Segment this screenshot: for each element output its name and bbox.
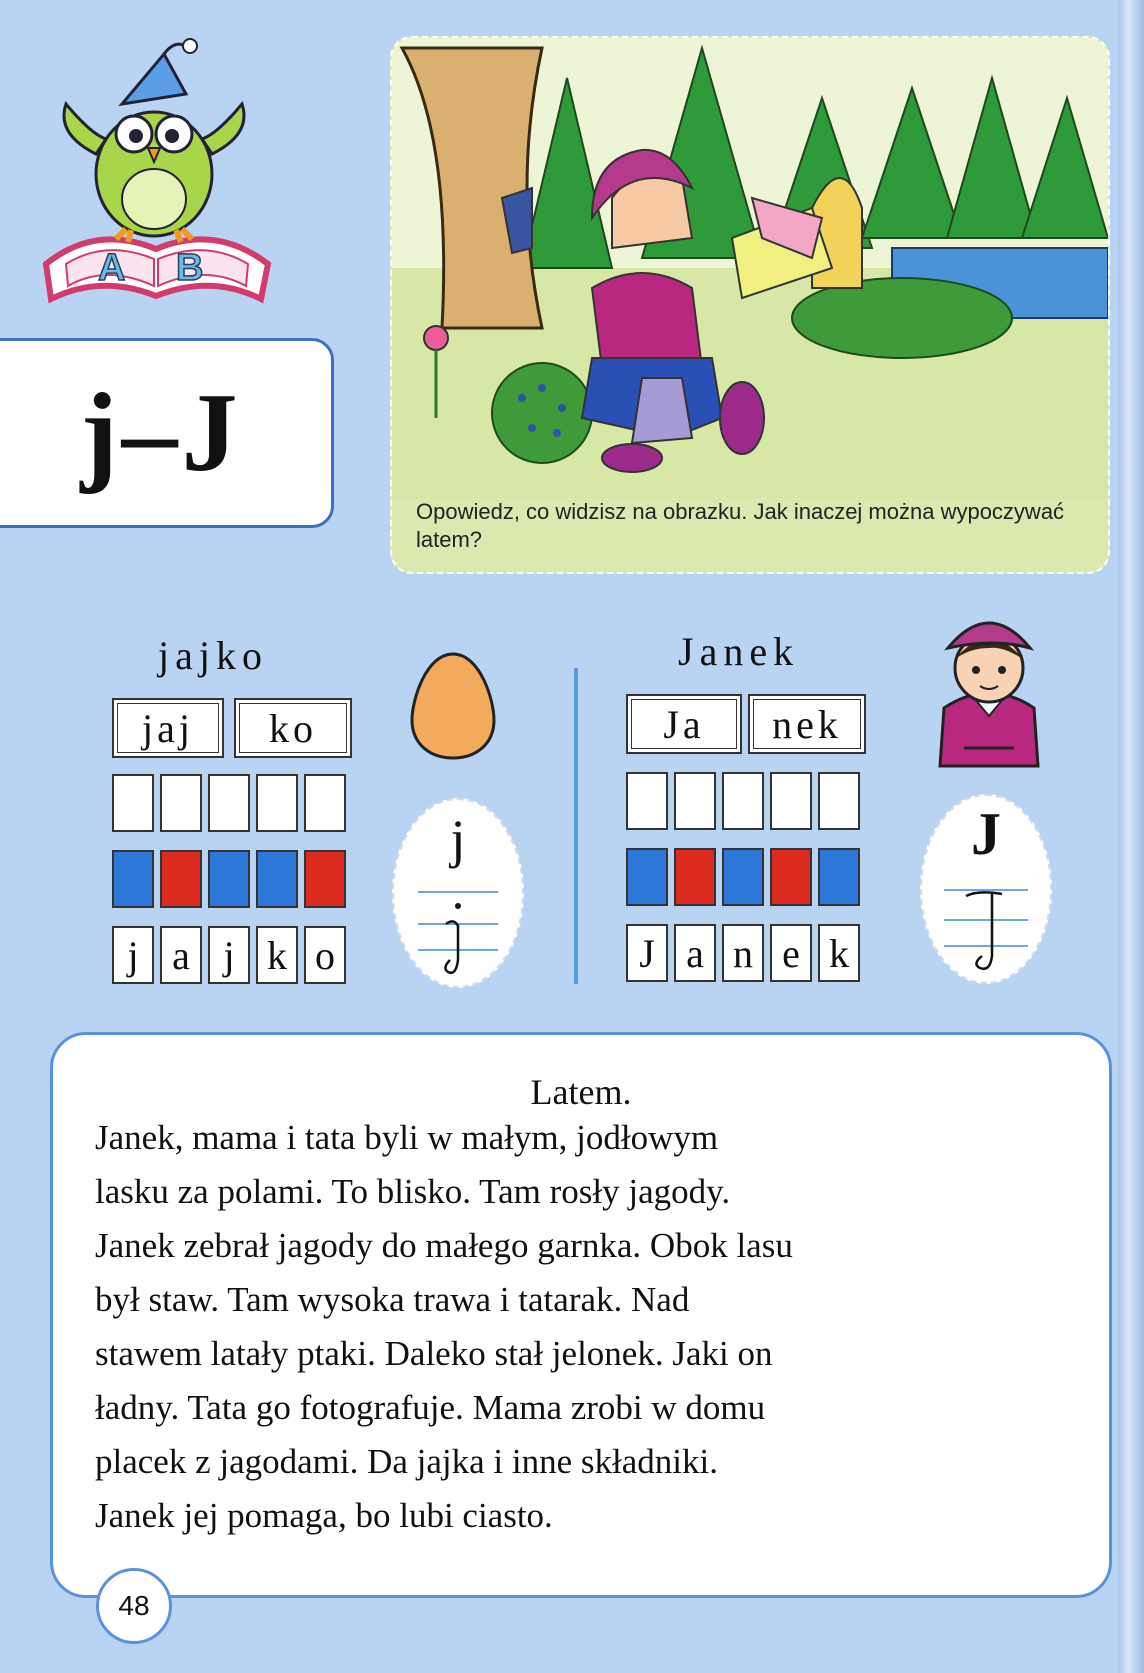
letter-heading: j–J [80, 370, 242, 495]
letter-tile: a [160, 926, 202, 984]
consonant-square [626, 848, 668, 906]
vowel-square [674, 848, 716, 906]
letter-slot [208, 774, 250, 832]
letter-tile: J [626, 924, 668, 982]
letter-tile: j [208, 926, 250, 984]
letter-slot [722, 772, 764, 830]
story-line: Janek zebrał jagody do małego garnka. Obok lasu [95, 1226, 793, 1265]
egg-icon [408, 650, 498, 762]
syllable-box: Ja [626, 694, 742, 754]
consonant-square [818, 848, 860, 906]
forest-illustration [390, 36, 1110, 574]
story-line: Janek, mama i tata byli w małym, jodłowym [95, 1118, 719, 1157]
story-line: Janek jej pomaga, bo lubi ciasto. [95, 1496, 553, 1535]
column-divider [574, 668, 578, 984]
story-line: lasku za polami. To blisko. Tam rosły jagody. [95, 1172, 731, 1211]
vowel-square [304, 850, 346, 908]
story-title: Latem. [530, 1072, 632, 1112]
letter-slot [256, 774, 298, 832]
print-letter: j [450, 809, 466, 869]
story-line: był staw. Tam wysoka trawa i tatarak. Nad [95, 1280, 690, 1319]
story-panel [50, 1032, 1112, 1598]
letter-slot [160, 774, 202, 832]
letter-oval-upper [920, 794, 1052, 984]
syllable-box: ko [234, 698, 352, 758]
letter-slot [770, 772, 812, 830]
consonant-square [256, 850, 298, 908]
letter-tile: k [818, 924, 860, 982]
letter-tile: j [112, 926, 154, 984]
letter-oval-lower [392, 798, 524, 988]
letter-tile: k [256, 926, 298, 984]
vowel-square [770, 848, 812, 906]
writing-lines-icon [922, 796, 1050, 982]
letter-slot [626, 772, 668, 830]
boy-icon [934, 598, 1044, 768]
story-line: ładny. Tata go fotografuje. Mama zrobi w domu [95, 1388, 766, 1427]
page-spine [1118, 0, 1144, 1673]
writing-lines-icon [394, 800, 522, 986]
letter-slot [818, 772, 860, 830]
story-line: stawem latały ptaki. Daleko stał jelonek. Jaki on [95, 1334, 773, 1373]
word-title-jajko: jajko [158, 633, 268, 678]
letter-tile: n [722, 924, 764, 982]
consonant-square [722, 848, 764, 906]
svg-text:B: B [176, 247, 204, 289]
page-number: 48 [96, 1568, 172, 1644]
letter-tile: a [674, 924, 716, 982]
letter-heading-box [0, 338, 334, 528]
word-title-janek: Janek [678, 629, 800, 674]
letter-slot [304, 774, 346, 832]
consonant-square [112, 850, 154, 908]
consonant-square [208, 850, 250, 908]
letter-slot [112, 774, 154, 832]
syllable-box: jaj [112, 698, 224, 758]
forest-scene-icon [392, 38, 1108, 572]
story-line: placek z jagodami. Da jajka i inne składniki. [95, 1442, 718, 1481]
story-text [95, 1111, 1095, 1543]
illustration-caption: Opowiedz, co widzisz na obrazku. Jak inaczej można wypoczywać latem? [416, 499, 1065, 552]
print-letter: J [971, 801, 1001, 867]
owl-mascot-icon [36, 24, 276, 324]
letter-slot [674, 772, 716, 830]
letter-tile: o [304, 926, 346, 984]
syllable-box: nek [748, 694, 866, 754]
letter-tile: e [770, 924, 812, 982]
vowel-square [160, 850, 202, 908]
svg-text:A: A [98, 247, 126, 289]
